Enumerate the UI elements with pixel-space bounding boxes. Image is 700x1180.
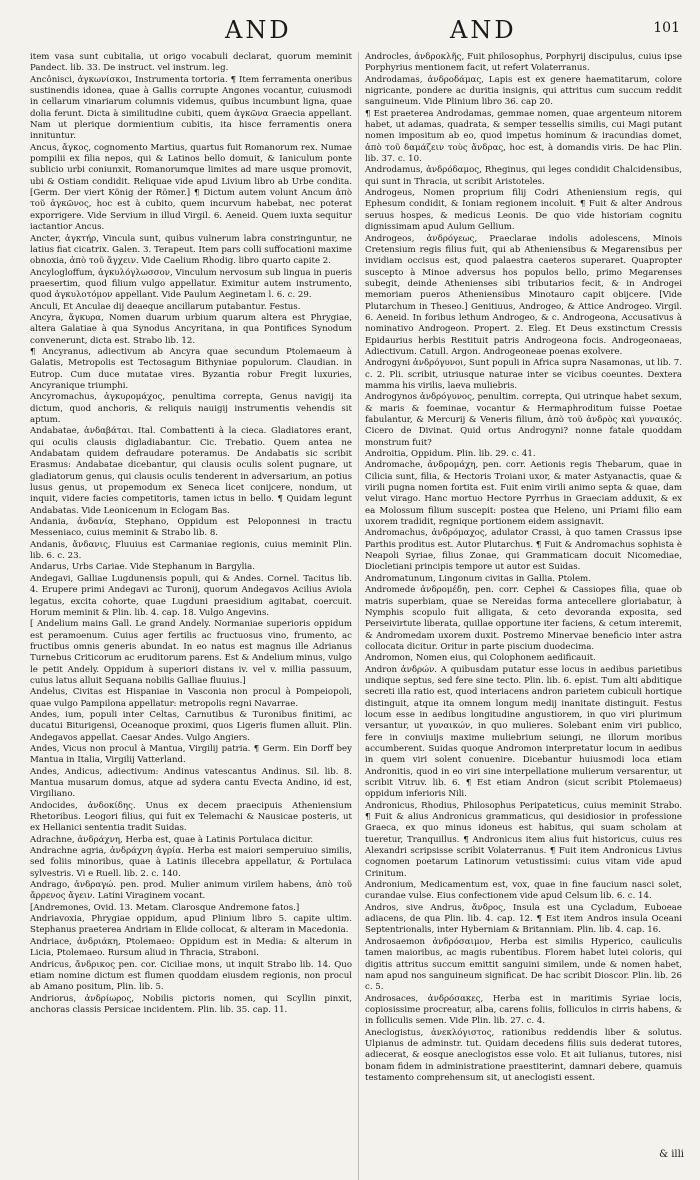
page-number: 101 (653, 20, 680, 36)
dictionary-entry: Androdamas, ἀνδροδάμας, Lapis est ex genere haematitarum, colore nigricante, pondere ac duritia insignis, qui attritus cum succum reddit sanguineum. Vide Plinium libro 36. cap 20. (365, 74, 682, 108)
dictionary-entry: Andrachne agria, ἀνδράχνη ἀγρία. Herba est maiori semperuiuo similis, sed foliis minoribus, quae à Latinis illecebra appellatur, & Portulaca sylvestris. Vi e Ruell. lib. 2. c. 140. (30, 846, 352, 879)
right-column (359, 52, 688, 1180)
dictionary-entry: Androgyni ἀνδρόγυνοι, Sunt populi in Africa supra Nasamonas, ut lib. 7. c. 2. Pli. scribit, utriusque naturae inter se vicibus coeuntes. Dextera mamma his virilis, laeva muliebris. (365, 358, 682, 391)
dictionary-entry: Andron ἀνδρών. A quibusdam putatur esse locus in aedibus parietibus undique septus, sed fere sine tecto. Plin. lib. 6. epist. Tum alti abditique secreti illa ratio est, quod interiacens andron parietem cubiculi hortique distinguit, atque ita omnem longum medij inanitate distinguit. Festus locum esse in aedibus longitudine angustiorem, in quo viri plurimum versantur, ut γυναικών, in quo mulieres. Solebant enim viri publico, fere in conviuijs maxime muliebrium seiungi, ne illorum moribus accumberent. Suidas quoque Andromon interpretatur locum in aedibus in quem viri solent conuenire. Dicebantur huiusmodi loca etiam Andronitis, quod in eo viri sine interpellatione mulierum versarentur, ut scribit Vitruv. lib. 6. ¶ Est etiam Andron (sicut scribit Ptolemaeus) oppidum inferioris Nili. (365, 664, 682, 800)
dictionary-entry: Andromache, ἀνδρομάχη, pen. corr. Aetionis regis Thebarum, quae in Cilicia sunt, filia, & Hectoris Troiani uxor, & mater Astyanactis, quae & virili pugna nomen fortita est. Fuit enim virili animo septa & quae, dam velut virago. Hanc mortuo Hectore Pyrrhus in Graeciam adduxit, & ex ea Molossum filium suscepit: postea que Heleno, uni Priami filio eam uxorem tradidit, regnique portionem eidem assignavit. (365, 460, 682, 528)
dictionary-entry: Ancter, ἀγκτήρ, Vincula sunt, quibus vulnerum labra constringuntur, ne latius fiat cicatrix. Galen. 3. Terapeut. Item pars colli suffocationi maxime obnoxia, ἀπὸ τοῦ ἄγχειν. Vide Caelium Rhodig. libro quarto capite 2. (30, 233, 352, 267)
dictionary-entry: Andronicus, Rhodius, Philosophus Peripateticus, cuius meminit Strabo. ¶ Fuit & alius Andronicus grammaticus, qui desidiosior in professione Graeca, ex quo minus idoneus est habitus, qui suam scholam at tueretur, Tranquillus. ¶ Andronicus item alius fuit historicus, cuius res Alexandri scripsisse scribit Volaterranus. ¶ Fuit item Andronicus Livius cognomen poetarum Latinorum vetustissimi: cuius vitam vide apud Crinitum. (365, 800, 682, 879)
dictionary-entry: Andriorus, ἀνδρίωρος, Nobilis pictoris nomen, qui Scyllin pinxit, anchoras classis Persicae incidentem. Plin. lib. 35. cap. 11. (30, 993, 352, 1015)
catchword: & illi (659, 1149, 684, 1160)
dictionary-entry: Androitia, Oppidum. Plin. lib. 29. c. 41. (365, 449, 536, 460)
dictionary-entry: Androgynos ἀνδρόγυνος, penultim. correpta, Qui utrinque habet sexum, & maris & foeminae, vocantur & Hermaphroditum fuisse Poetae fabulantur, & Mercurij & Veneris filium, ἀπὸ τοῦ ἀνδρὸς καὶ γυναικός. Cicero de Divinat. Quid ortus Androgyni? nonne fatale quoddam monstrum fuit? (365, 392, 682, 448)
dictionary-entry: Androcles, ἀνδροκλῆς, Fuit philosophus, Porphyrij discipulus, cuius ipse Porphyrius mentionem facit, ut refert Volaterranus. (365, 52, 682, 74)
dictionary-entry: Andabatae, ἀνδαβάται. Ital. Combattenti à la cieca. Gladiatores erant, qui oculis clausis digladiabantur. Cic. Trebatio. Quem antea ne Andabatam quidem defraudare poteramus. De Andabatis sic scribit Erasmus: Andabatae dicebantur, qui clausis oculis solent pugnare, ut gladiatorum genus, qui clausis oculis tenderent in adversarium, an potius lusus genus, ut propemodum ex Seneca licet conijcere, nondum, ut inquit, videre facies competitoris, tamen ictus in bello. ¶ Quidam legunt Andabatas. Vide Leonicenum in Eclogam Bas. (30, 426, 352, 516)
dictionary-entry: Andromon, Nomen eius, qui Colophonem aedificauit. (365, 653, 596, 664)
dictionary-entry: Andanis, ἄνδανις, Fluuius est Carmaniae regionis, cuius meminit Plin. lib. 6. c. 23. (30, 539, 352, 562)
dictionary-entry: Ancylogloffum, ἀγκυλόγλωσσον, Vinculum nervosum sub lingua in pueris praesertim, quod filium vulgo appellatur. Eximitur autem instrumento, quod ἀγκυλοτόμον appellant. Vide Paulum Aeginetam l. 6. c. 29. (30, 267, 352, 301)
dictionary-entry: Androgeos, ἀνδρόγεως, Praeclarae indolis adolescens, Minois Cretensium regis filius fuit, qui ab Atheniensibus & Megarensibus per invidiam occisus est, quod palaestra caeteros superaret. Quapropter suscepto à Minoe adversus hos populos bello, primo Megarenses subegit, deinde Athenienses sibi tributarios fecit, & in Androgei memoriam pueros Atheniensibus Minotauro capit obijcere. [Vide Plutarchum in Theseo.] Genitiuus, Androgeo, & Attice Androgeo. Virgil. 6. Aeneid. In foribus lethum Androgeo, & c. Androgeona, Accusativus à nominativo Androgeon. Propert. 2. Eleg. Et Deus exstinctum Cressis Epidaurius herbis Restituit patris Androgeona focis. Androgeonaeas, Adiectivum. Catull. Argon. Androgeoneae poenas exolvere. (365, 233, 682, 357)
dictionary-entry: Andelus, Civitas est Hispaniae in Vasconia non procul à Pompeiopoli, quae vulgo Pampilona appellatur: metropolis regni Navarrae. (30, 687, 352, 709)
dictionary-entry: Andania, ἀνδανία, Stephano, Oppidum est Peloponnesi in tractu Messeniaco, cuius meminit & Strabo lib. 8. (30, 517, 352, 539)
dictionary-entry: Ancyromachus, ἀγκυρομάχος, penultima correpta, Genus navigij ita dictum, quod anchoris, & reliquis nauigij instrumentis vehendis sit aptum. (30, 392, 352, 425)
dictionary-entry: ¶ Ancyranus, adiectivum ab Ancyra quae secundum Ptolemaeum à Galatis, Metropolis est Tectosagum Bithyniae populorum. Claudian. in Eutrop. Cum duce mutatae vires. Byzantia robur Fregit luxuries, Ancyranique triumphi. (30, 346, 352, 391)
dictionary-entry: Andes, ium, populi inter Celtas, Carnutibus & Turonibus finitimi, ac ducatui Biturigensi, Oceanoque proximi, quos Ligeris flumen alluit. Plin. Andegavos appellat. Caesar Andes. Vulgo Angiers. (30, 709, 352, 743)
dictionary-entry: Adrachne, ἀνδράχνη, Herba est, quae à Latinis Portulaca dicitur. (30, 834, 314, 845)
dictionary-entry: Androgeus, Nomen proprium filij Codri Atheniensium regis, qui Ephesum condidit, & Ioniam regionem incoluit. ¶ Fuit & alter Androus seruus hospes, & medicus Leonis. De quo vide historiam cognitu dignissimam apud Aulum Gellium. (365, 188, 682, 233)
dictionary-entry: Aneclogistus, ἀνεκλόγιστος, rationibus reddendis liber & solutus. Ulpianus de adminstr. tut. Quidam decedens filiis suis dederat tutores, adiecerat, & eosque aneclogistos esse volo. Et ait Iulianus, tutores, nisi bonam fidem in administratione praestiterint, damnari debere, quamuis testamento comprehensum sit, ut aneclogisti essent. (365, 1027, 682, 1083)
dictionary-entry: [Andremones, Ovid. 13. Metam. Clarosque Andremone fatos.] (30, 902, 300, 913)
dictionary-entry: Andromatunum, Lingonum civitas in Gallia. Ptolem. (365, 573, 591, 584)
dictionary-entry: Andromachus, ἀνδρόμαχος, adulator Crassi, à quo tamen Crassus ipse Parthis proditus est. Autor Plutarchus. ¶ Fuit & Andromachus sophista è Neapoli Syriae, filius Zonae, qui Grammaticam docuit Nicomediae, Diocletiani principis tempore ut autor est Suidas. (365, 528, 682, 573)
dictionary-entry: Andriace, ἀνδριάκη, Ptolemaeo: Oppidum est in Media: & alterum in Licia, Ptolemaeo. Rursum aliud in Thracia, Straboni. (30, 936, 352, 959)
dictionary-entry: Anculi, Et Anculae dij deaeque ancillarum putabantur. Festus. (30, 301, 301, 312)
dictionary-entry: Andricus, ἄνδρικος pen. cor. Ciciliae mons, ut inquit Strabo lib. 14. Quo etiam nomine dictum est flumen quoddam eiusdem regionis, non procul ab Amano positum, Plin. lib. 5. (30, 959, 352, 993)
dictionary-entry: Androdamus, ἀνδρόδαμος, Rheginus, qui leges condidit Chalcidensibus, qui sunt in Thracia, ut scribit Aristoteles. (365, 165, 682, 187)
dictionary-entry: Andes, Andicus, adiectivum: Andinus vatescantus Andinus. Sil. lib. 8. Mantua musarum domus, atque ad sydera cantu Evecta Andino, id est, Virgiliano. (30, 766, 352, 800)
dictionary-entry: Andegavi, Galliae Lugdunensis populi, qui & Andes. Cornel. Tacitus lib. 4. Erupere primi Andegavi ac Turonij, quorum Andegavos Acilius Aviola legatus, excita cohorte, quae Lugduni praesidium agitabat, coercuit. Horum meminit & Plin. lib. 4. cap. 18. Vulgo Angevins. (30, 573, 352, 618)
dictionary-entry: Andronium, Medicamentum est, vox, quae in fine faucium nasci solet, curandae vulse. Eius confectionem vide apud Celsum lib. 6. c. 14. (365, 880, 682, 902)
dictionary-entry: Ancônisci, ἀγκωνίσκοι, Instrumenta tortoria. ¶ Item ferramenta oneribus sustinendis idonea, quae à Gallis corrupte Angones vocantur, cuiusmodi in cellarum vinariarum columnis videmus, quibus incumbunt ligna, quae dolia ferunt. Dicta à similitudine cubiti, quem ἀγκῶνα Graecia appellant. Nam ut plerique dormientium cubitis, ita hisce ferramentis onera innituntur. (30, 74, 352, 142)
dictionary-entry: Andocides, ἀνδοκίδης. Unus ex decem praecipuis Atheniensium Rhetoribus. Leogori filius, qui fuit ex Telemachi & Nausicae posteris, ut ex Hellanici sententia tradit Suidas. (30, 800, 352, 834)
dictionary-entry: Ancus, ἄγκος, cognomento Martius, quartus fuit Romanorum rex. Numae pompilii ex filia nepos, qui & Latinos bello domuit, & Ianiculum ponte sublicio urbi coniunxit, Romanorumque limites ad mare usque promovit, ubi & Ostiam condidit. Reliquae vide apud Livium libro ab Urbe condita. [Germ. Der viert König der Römer.] ¶ Dictum autem volunt Ancum ἀπὸ τοῦ ἀγκῶνος, hoc est à cubito, quem incurvum habebat, nec poterat exporrigere. Vide Servium in illud Virgil. 6. Aeneid. Quem iuxta sequitur iactantior Ancus. (30, 142, 352, 233)
dictionary-entry: Andes, Vicus non procul à Mantua, Virgilij patria. ¶ Germ. Ein Dorff bey Mantua in Italia, Virgilij Vatterland. (30, 743, 352, 766)
dictionary-entry: ¶ Est praeterea Androdamas, gemmae nomen, quae argenteum nitorem habet, ut adamas, quadrata, & semper tessellis similis, cui Magi putant nomen impositum ab eo, quod impetus hominum & iracundias domet, ἀπὸ τοῦ δαμάζειν τοὺς ἄνδρας, hoc est, à domandis viris. De hac Plin. lib. 37. c. 10. (365, 108, 682, 165)
dictionary-entry: item vasa sunt cubitalia, ut origo vocabuli declarat, quorum meminit Pandect. lib. 33. De instruct. vel instrum. leg. (30, 52, 352, 74)
dictionary-entry: Andriavoxia, Phrygiae oppidum, apud Plinium libro 5. capite ultim. Stephanus praeterea Andriam in Elide collocat, & alteram in Macedonia. (30, 914, 352, 936)
running-head (30, 10, 686, 56)
running-head-right: AND (450, 16, 517, 44)
dictionary-entry: Ancyra, ἄγκυρα, Nomen duarum urbium quarum altera est Phrygiae, altera Galatiae à qua Synodus Ancyritana, in qua Pontifices Synodum convenerunt, dicta est. Strabo lib. 12. (30, 312, 352, 346)
dictionary-entry: Andromede ἀνδρομέδη, pen. corr. Cephei & Cassiopes filia, quae ob matris superbiam, quae se Nereidas forma antecellere gloriabatur, à Nymphis scopulo fuit alligata, & ceto devoranda exposita, sed Perseivirtute liberata, quillae opportune iter faciens, & cetum interemit, & Andromedam uxorem duxit. Postremo Minervae beneficio inter astra collocata dicitur. Oritur in parte piscium duodecima. (365, 585, 682, 652)
dictionary-entry: Andros, sive Andrus, ἄνδρος, Insula est una Cycladum, Euboeae adiacens, de qua Plin. lib. 4. cap. 12. ¶ Est item Andros insula Oceani Septentrionalis, inter Hyberniam & Britanniam. Plin. lib. 4. cap. 16. (365, 902, 682, 936)
dictionary-entry: [ Andelium mains Gall. Le grand Andely. Normaniae superioris oppidum est peramoenum. Cuius ager fertilis ac fructuosus vino, frumento, ac fructibus omnis generis abundat. In eo natus est magnus ille Adrianus Turnebus Criticorum ac eruditorum parens. Est & Andelium minus, vulgo le petit Andely. Oppidum à superiori distans iv. vel v. millia passuum, cuius latus alluit Sequana nobilis Galliae fluuius.] (30, 619, 352, 686)
running-head-left: AND (225, 16, 292, 44)
dictionary-entry: Androsaces, ἀνδρόσακες, Herba est in maritimis Syriae locis, copiosissime procreatur, alba, carens foliis, folliculos in cirris habens, & in folliculis semen. Vide Plin. lib. 27. c. 4. (365, 993, 682, 1027)
dictionary-entry: Andrago, ἀνδραγώ. pen. prod. Mulier animum virilem habens, ἀπὸ τοῦ ἄρρενος ἄγειν. Latini Viraginem vocant. (30, 880, 352, 902)
left-column (30, 52, 359, 1180)
dictionary-entry: Andarus, Urbs Cariae. Vide Stephanum in Bargylia. (30, 562, 256, 573)
text-columns (30, 52, 688, 1180)
dictionary-entry: Androsaemon ἀνδρόσαιμον, Herba est similis Hyperico, cauliculis tamen maioribus, ac magis rubentibus. Florem habet lutei coloris, qui digitis attritus succum emittit sanguini similem, unde & nomen habet, nam apud nos sanguineum significat. De hac scribit Dioscor. Plin. lib. 26 c. 5. (365, 936, 682, 993)
